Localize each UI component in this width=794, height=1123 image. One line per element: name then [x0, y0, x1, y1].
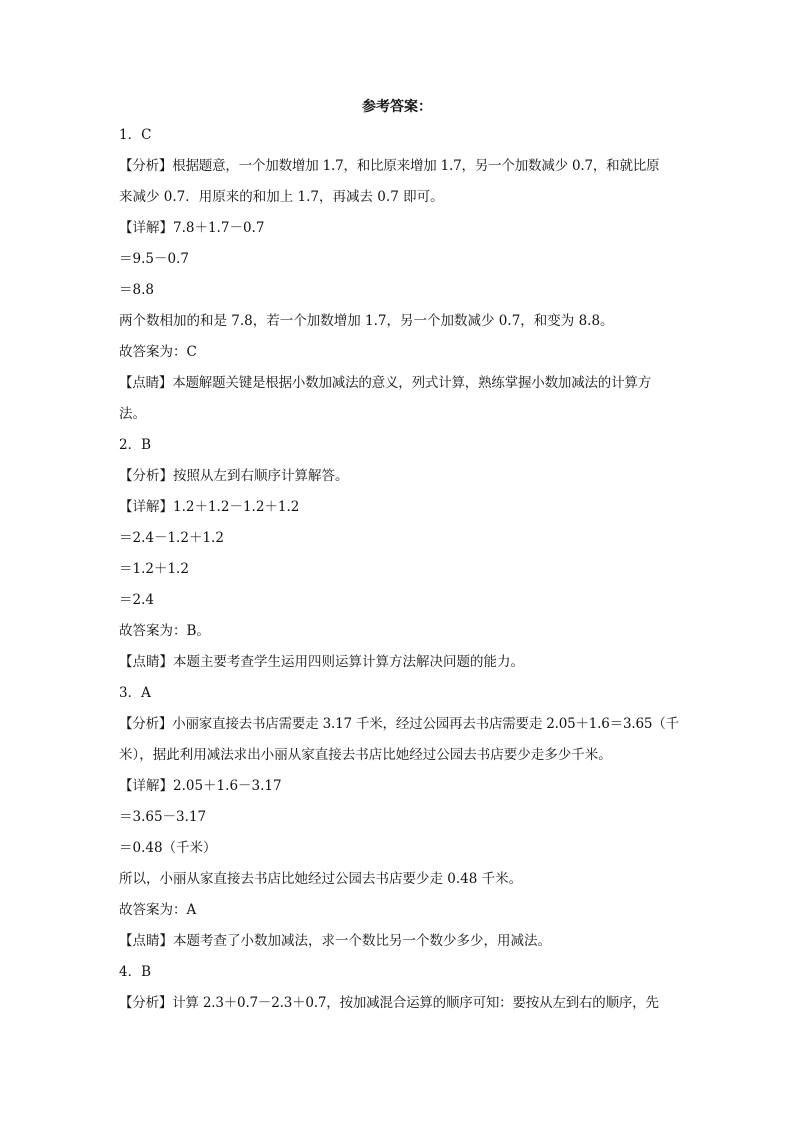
analysis-line: 【分析】根据题意，一个加数增加 1.7，和比原来增加 1.7，另一个加数减少 0.7，和就比原 — [119, 158, 660, 174]
analysis-line: 【分析】计算 2.3＋0.7－2.3＋0.7，按加减混合运算的顺序可知：要按从左到右的顺序，先 — [119, 995, 659, 1011]
calc-step: ＝3.65－3.17 — [119, 809, 207, 825]
answer-content — [119, 120, 679, 1019]
analysis-line-continued: 米），据此利用减法求出小丽从家直接去书店比她经过公园去书店要少走多少千米。 — [119, 747, 612, 763]
answer-line: 故答案为：B。 — [119, 623, 210, 639]
explanation-line: 所以，小丽从家直接去书店比她经过公园去书店要少走 0.48 千米。 — [119, 871, 523, 887]
calc-step: ＝2.4－1.2＋1.2 — [119, 530, 224, 546]
calc-step: ＝1.2＋1.2 — [119, 561, 189, 577]
detail-line: 【详解】7.8＋1.7－0.7 — [119, 220, 265, 236]
explanation-line: 两个数相加的和是 7.8，若一个加数增加 1.7，另一个加数减少 0.7，和变为 8.8。 — [119, 313, 614, 329]
answer-number-2: 2．B — [119, 437, 152, 453]
calc-step: ＝2.4 — [119, 592, 154, 608]
answer-number-1: 1．C — [119, 127, 152, 143]
analysis-line-continued: 来减少 0.7．用原来的和加上 1.7，再减去 0.7 即可。 — [119, 189, 444, 205]
detail-line: 【详解】1.2＋1.2－1.2＋1.2 — [119, 499, 300, 515]
answer-number-4: 4．B — [119, 964, 152, 980]
comment-line: 【点睛】本题解题关键是根据小数加减法的意义，列式计算，熟练掌握小数加减法的计算方 — [119, 375, 651, 391]
comment-line-continued: 法。 — [119, 406, 146, 422]
calc-step: ＝8.8 — [119, 282, 154, 298]
answer-number-3: 3．A — [119, 685, 151, 701]
detail-line: 【详解】2.05＋1.6－3.17 — [119, 778, 282, 794]
comment-line: 【点睛】本题考查了小数加减法，求一个数比另一个数少多少，用减法。 — [119, 933, 551, 949]
analysis-line: 【分析】按照从左到右顺序计算解答。 — [119, 468, 349, 484]
calc-step: ＝9.5－0.7 — [119, 251, 189, 267]
comment-line: 【点睛】本题主要考查学生运用四则运算计算方法解决问题的能力。 — [119, 654, 524, 670]
calc-step: ＝0.48（千米） — [119, 840, 217, 856]
page-title: 参考答案： — [362, 99, 432, 115]
analysis-line: 【分析】小丽家直接去书店需要走 3.17 千米，经过公园再去书店需要走 2.05＋1.6＝3.65（千 — [119, 716, 679, 732]
answer-line: 故答案为：A — [119, 902, 197, 918]
answer-line: 故答案为：C — [119, 344, 197, 360]
